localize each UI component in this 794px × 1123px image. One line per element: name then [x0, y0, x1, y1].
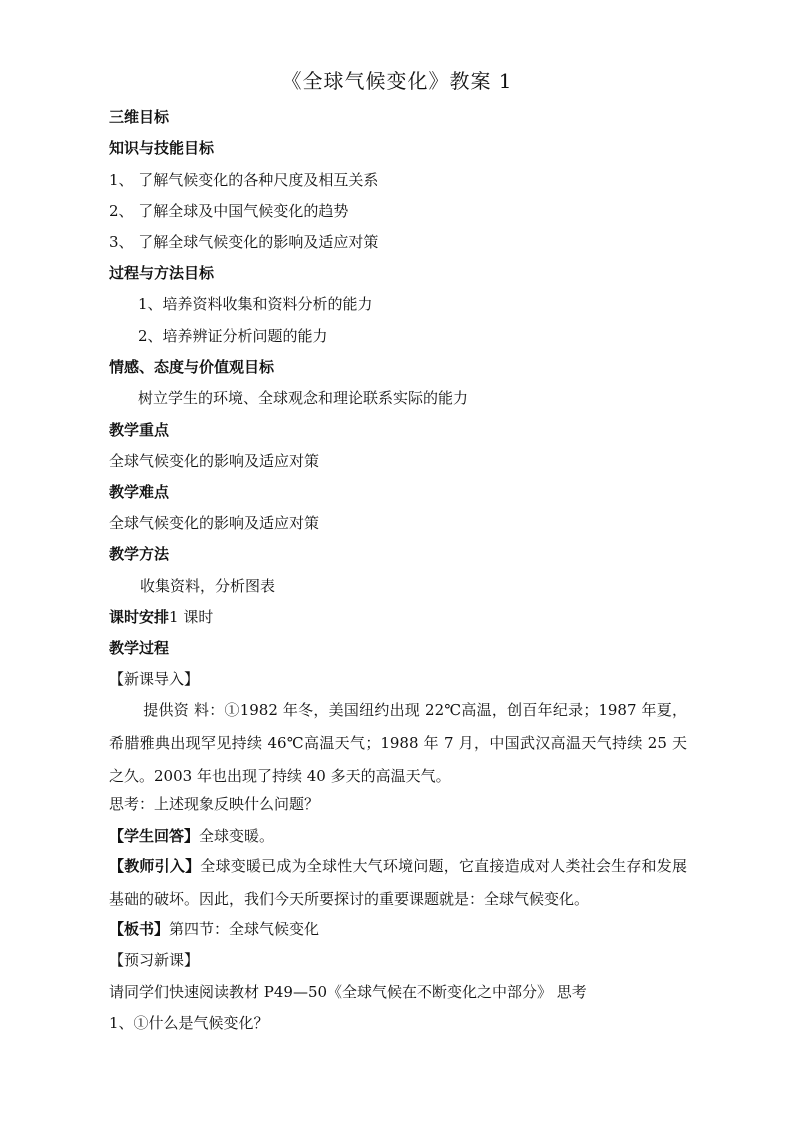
teacher-paragraph: [109, 850, 687, 916]
difficulty-heading: 教学难点: [109, 483, 170, 501]
board-text: 第四节：全球气候变化: [169, 920, 320, 938]
knowledge-item: 2、 了解全球及中国气候变化的趋势: [109, 202, 349, 220]
schedule-value: 1 课时: [169, 608, 214, 626]
material-text: 提供资 料：①1982 年冬，美国纽约出现 22℃高温，创百年纪录；1987 年夏，希腊雅典出现罕见持续 46℃高温天气；1988 年 7 月，中国武汉高温天气持续 25 天之久。2003 年也出现了持续 40 多天的高温天气。: [109, 701, 687, 785]
knowledge-heading: 知识与技能目标: [109, 139, 215, 157]
intro-heading: 【新课导入】: [109, 670, 200, 688]
method-heading: 教学方法: [109, 545, 170, 563]
student-answer-line: [109, 825, 274, 847]
preview-heading: 【预习新课】: [109, 951, 200, 969]
knowledge-item: 1、 了解气候变化的各种尺度及相互关系: [109, 171, 379, 189]
difficulty-text: 全球气候变化的影响及适应对策: [109, 514, 320, 532]
objectives-heading: 三维目标: [109, 108, 170, 126]
teacher-text: 全球变暖已成为全球性大气环境问题，它直接造成对人类社会生存和发展基础的破坏。因此，我们今天所要探讨的重要课题就是：全球气候变化。: [109, 857, 687, 908]
document-title: 《全球气候变化》教案 1: [281, 69, 513, 93]
board-line: [109, 918, 319, 940]
key-point-heading: 教学重点: [109, 421, 170, 439]
key-point-text: 全球气候变化的影响及适应对策: [109, 452, 320, 470]
question-text: 1、①什么是气候变化？: [109, 1014, 269, 1032]
think-text: 思考：上述现象反映什么问题？: [109, 795, 320, 813]
attitude-heading: 情感、态度与价值观目标: [109, 358, 275, 376]
process-item: 1、培养资料收集和资料分析的能力: [138, 295, 373, 313]
schedule-label: 课时安排: [109, 608, 170, 626]
teacher-label: 【教师引入】: [109, 857, 201, 875]
student-answer-text: 全球变暖。: [199, 827, 275, 845]
attitude-text: 树立学生的环境、全球观念和理论联系实际的能力: [138, 389, 469, 407]
board-label: 【板书】: [109, 920, 170, 938]
student-answer-label: 【学生回答】: [109, 827, 200, 845]
schedule-line: [109, 606, 213, 628]
knowledge-item: 3、 了解全球气候变化的影响及适应对策: [109, 233, 379, 251]
reading-text: 请同学们快速阅读教材 P49—50《全球气候在不断变化之中部分》 思考: [109, 983, 587, 1001]
process-title: 教学过程: [109, 639, 170, 657]
material-paragraph: [109, 694, 687, 793]
method-text: 收集资料，分析图表: [140, 577, 276, 595]
process-item: 2、培养辨证分析问题的能力: [138, 327, 328, 345]
process-heading: 过程与方法目标: [109, 264, 215, 282]
